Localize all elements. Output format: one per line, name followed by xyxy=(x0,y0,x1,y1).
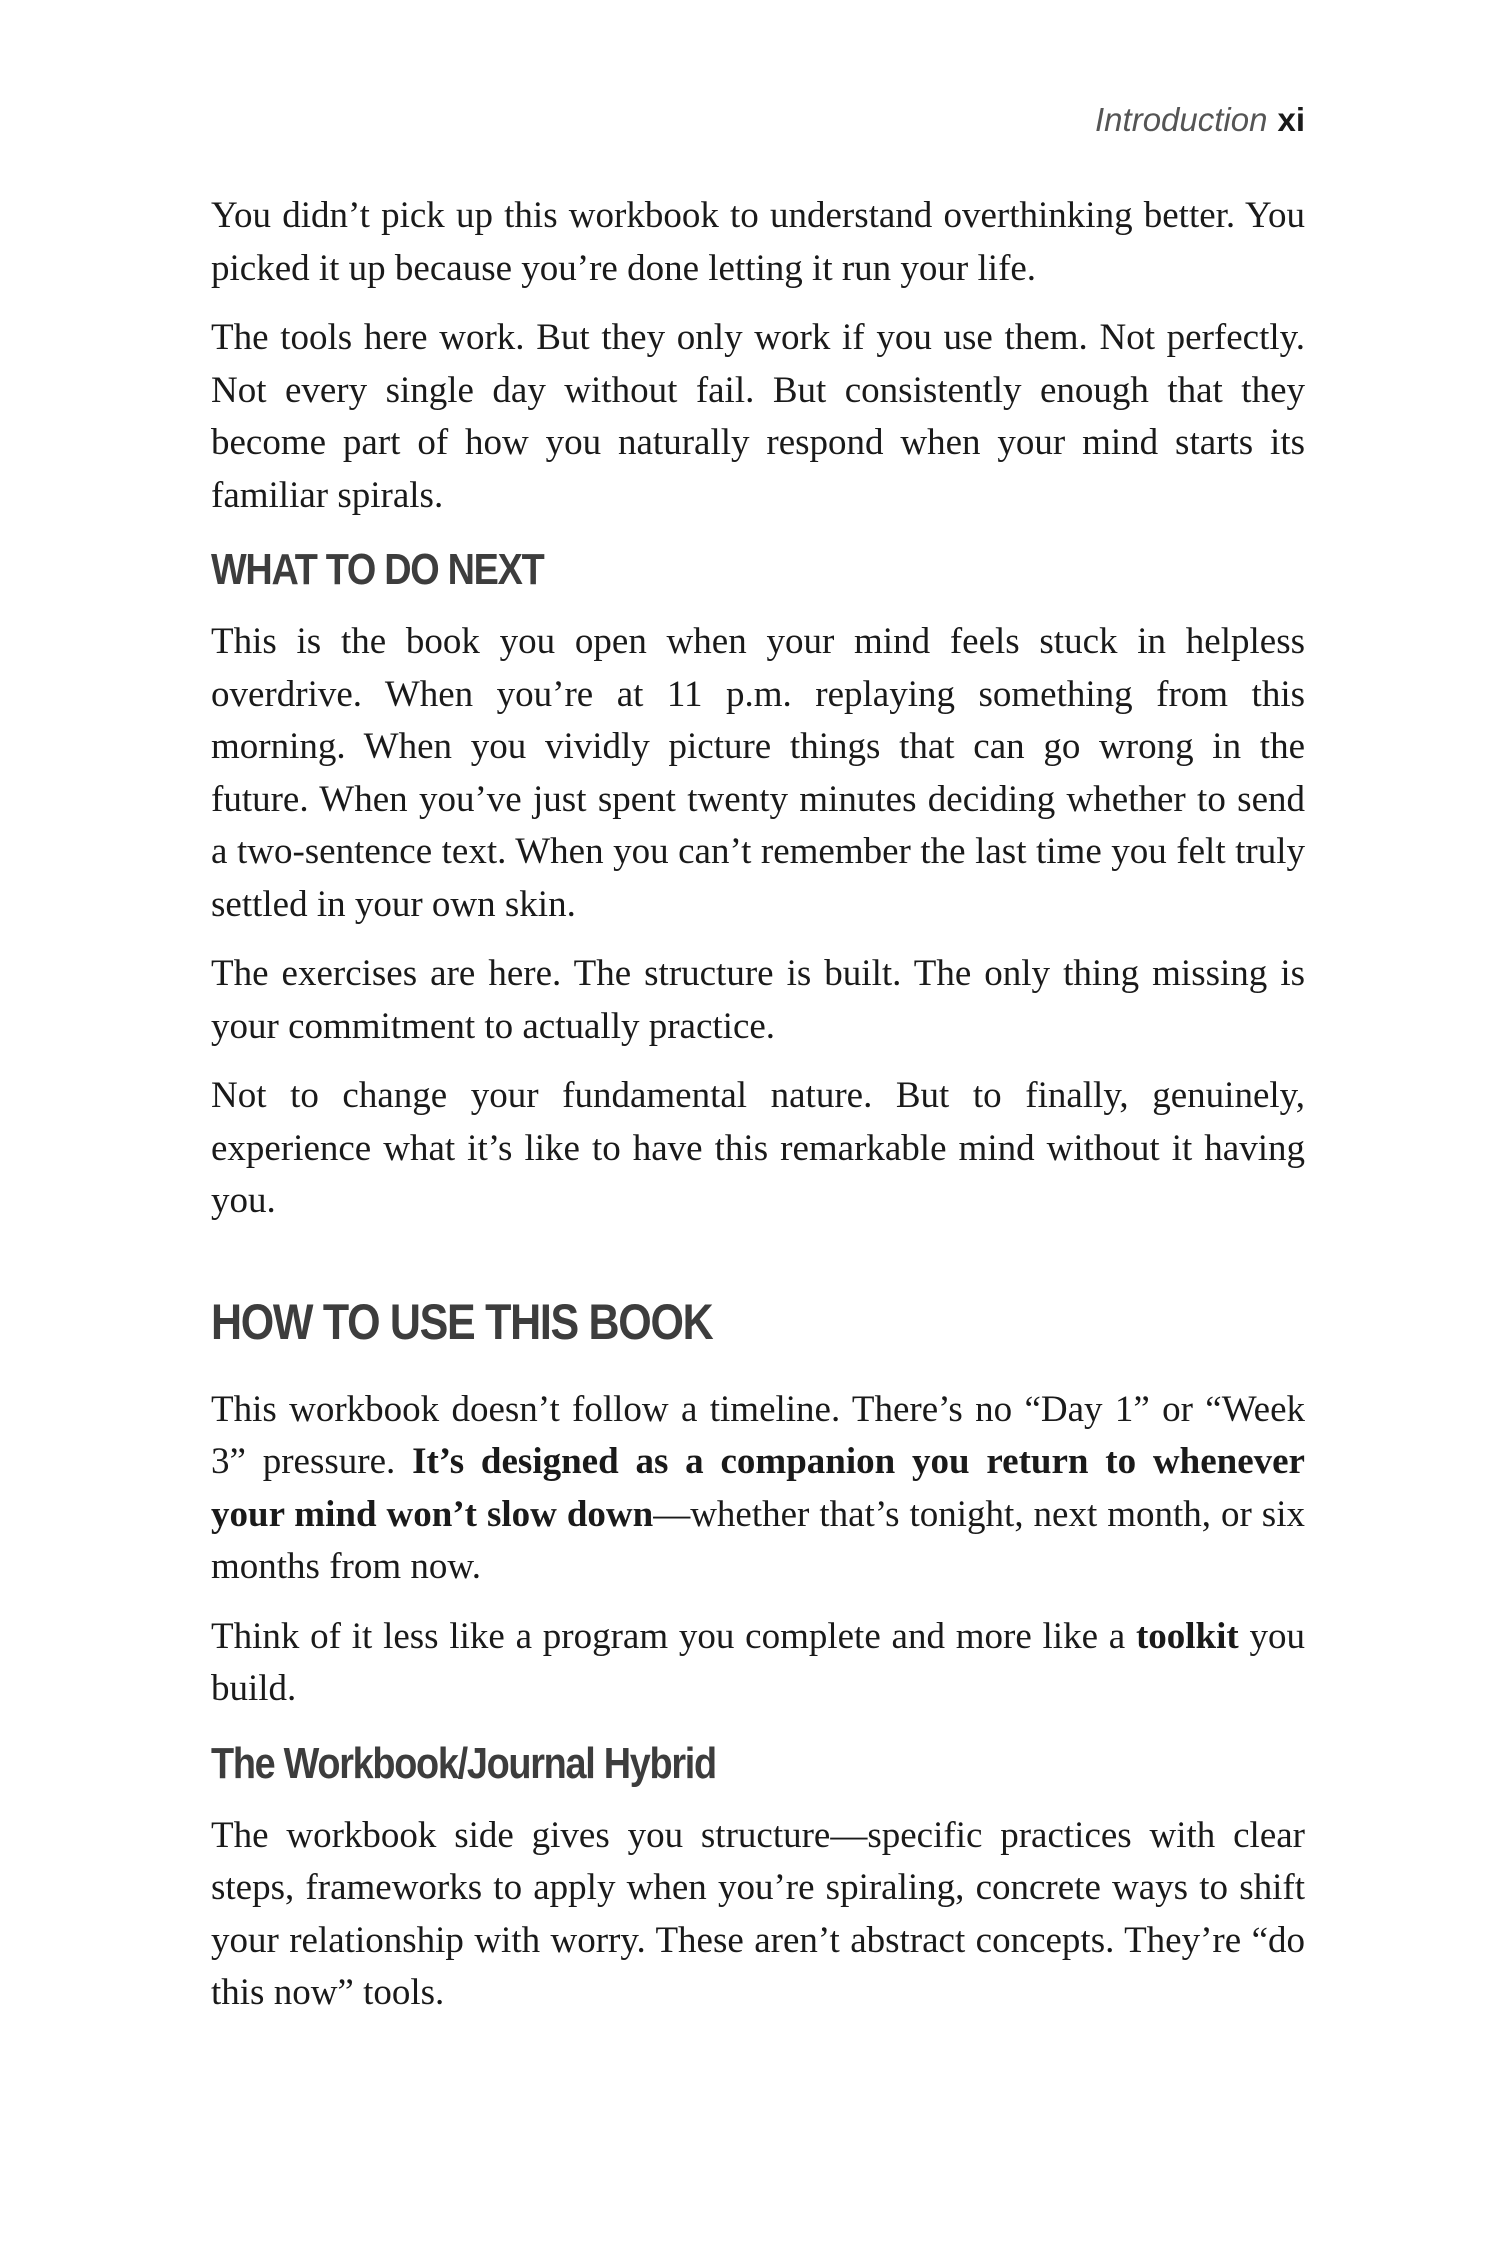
paragraph-hybrid-1: The workbook side gives you structure—specific practices with clear steps, frameworks to apply when you’re spiraling, concrete ways to shift your relationship with worry. These aren’t abstract concepts. They’re “do this now” tools. xyxy=(211,1814,1305,2013)
heading-what-to-do-next: WHAT TO DO NEXT xyxy=(211,545,544,594)
page-number: xi xyxy=(1277,101,1305,138)
paragraph-howto-1-text-end: —whether that’s tonight, next month, or six months from now. xyxy=(211,1493,1305,1587)
paragraph-howto-1-emphasis: It’s designed as a companion you return to whenever your mind won’t slow down xyxy=(211,1441,1305,1535)
paragraph-howto-2-text-start: Think of it less like a program you complete and more like a xyxy=(211,1615,1136,1657)
paragraph-next-3: Not to change your fundamental nature. But to finally, genuinely, experience what it’s like to have this remarkable mind without it having you. xyxy=(211,1075,1305,1221)
running-head xyxy=(1095,98,1305,142)
page-body xyxy=(211,190,1305,2020)
paragraph-howto-1-text-start: This workbook doesn’t follow a timeline. There’s no “Day 1” or “Week 3” pressure. xyxy=(211,1388,1305,1482)
paragraph-howto-2 xyxy=(211,1611,1305,1716)
paragraph-next-2: The exercises are here. The structure is built. The only thing missing is your commitment to actually practice. xyxy=(211,953,1305,1047)
paragraph-howto-2-emphasis: toolkit xyxy=(1135,1615,1239,1657)
paragraph-next-1: This is the book you open when your mind feels stuck in helpless overdrive. When you’re at 11 p.m. replaying something from this morning. When you vividly picture things that can go wrong in the future. When you’ve just spent twenty minutes deciding whether to send a two-sentence text. When you can’t remember the last time you felt truly settled in your own skin. xyxy=(211,621,1305,925)
heading-how-to-use-this-book: HOW TO USE THIS BOOK xyxy=(211,1293,713,1350)
paragraph-howto-1 xyxy=(211,1384,1305,1594)
running-head-label: Introduction xyxy=(1095,101,1268,138)
paragraph-howto-2-text-end: you build. xyxy=(211,1615,1306,1709)
paragraph-intro-2: The tools here work. But they only work if you use them. Not perfectly. Not every single day without fail. But consistently enough that they become part of how you naturally respond when your mind starts its familiar spirals. xyxy=(211,317,1305,516)
paragraph-intro-1: You didn’t pick up this workbook to understand overthinking better. You picked it up because you’re done letting it run your life. xyxy=(211,195,1305,289)
heading-workbook-journal-hybrid: The Workbook/Journal Hybrid xyxy=(211,1738,716,1788)
